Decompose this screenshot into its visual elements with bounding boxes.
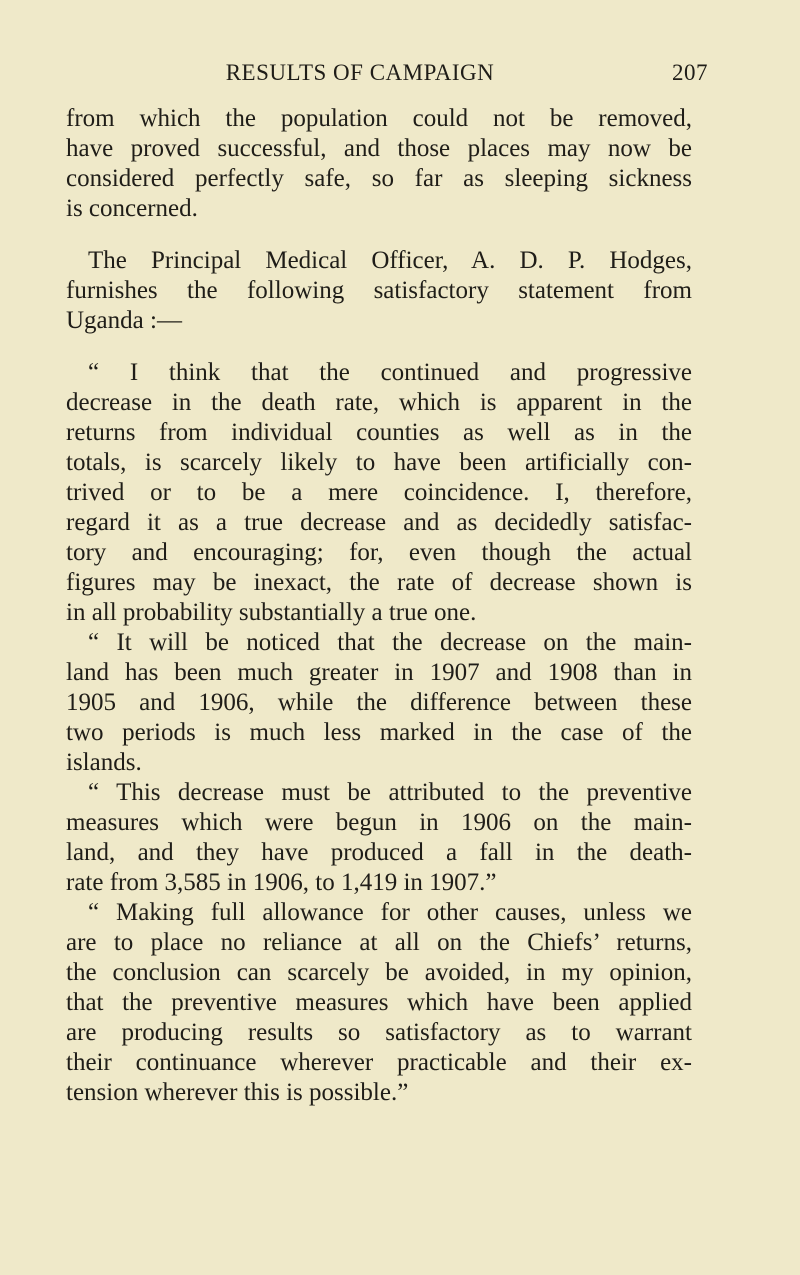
text-line: two periods is much less marked in the case of the <box>66 719 692 746</box>
text-line: furnishes the following satisfactory statement from <box>66 277 692 304</box>
text-line: returns from individual counties as well as in the <box>66 419 692 446</box>
text-line: tory and encouraging; for, even though the actual <box>66 539 692 566</box>
text-line: have proved successful, and those places may now be <box>66 135 692 162</box>
text-line: regard it as a true decrease and as decidedly satisfac- <box>66 509 692 536</box>
paragraph-quote-mainland <box>66 628 692 778</box>
text-line: are to place no reliance at all on the Chiefs’ returns, <box>66 929 692 956</box>
text-line: the conclusion can scarcely be avoided, in my opinion, <box>66 959 692 986</box>
text-line: “ This decrease must be attributed to the preventive <box>88 779 692 806</box>
text-line: Uganda :— <box>66 307 182 334</box>
paragraph-population-removal <box>66 104 692 224</box>
text-line: that the preventive measures which have been applied <box>66 989 692 1016</box>
text-line: tension wherever this is possible.” <box>66 1079 409 1106</box>
text-line: The Principal Medical Officer, A. D. P. Hodges, <box>88 247 692 274</box>
text-line: is concerned. <box>66 195 198 222</box>
paragraph-quote-preventive <box>66 778 692 898</box>
text-line: figures may be inexact, the rate of decrease shown is <box>66 569 692 596</box>
text-line: considered perfectly safe, so far as sleeping sickness <box>66 165 692 192</box>
text-line: decrease in the death rate, which is apparent in the <box>66 389 692 416</box>
text-line: totals, is scarcely likely to have been artificially con- <box>66 449 692 476</box>
text-line: measures which were begun in 1906 on the main- <box>66 809 692 836</box>
body-text <box>66 104 692 1108</box>
text-line: islands. <box>66 749 142 776</box>
page-number: 207 <box>672 60 708 85</box>
text-line: “ It will be noticed that the decrease on the main- <box>88 629 692 656</box>
text-line: trived or to be a mere coincidence. I, therefore, <box>66 479 692 506</box>
paragraph-quote-death-rate <box>66 358 692 628</box>
text-line: land has been much greater in 1907 and 1908 than in <box>66 659 692 686</box>
paragraph-medical-officer <box>66 246 692 336</box>
text-line: from which the population could not be removed, <box>66 105 692 132</box>
text-line: land, and they have produced a fall in the death- <box>66 839 692 866</box>
text-line: rate from 3,585 in 1906, to 1,419 in 1907.” <box>66 869 497 896</box>
text-line: in all probability substantially a true one. <box>66 599 477 626</box>
text-line: are producing results so satisfactory as to warrant <box>66 1019 692 1046</box>
paragraph-quote-conclusion <box>66 898 692 1108</box>
text-line: “ Making full allowance for other causes, unless we <box>88 899 692 926</box>
text-line: 1905 and 1906, while the difference between these <box>66 689 692 716</box>
text-line: their continuance wherever practicable and their ex- <box>66 1049 692 1076</box>
running-head-title: RESULTS OF CAMPAIGN <box>225 60 495 85</box>
running-head <box>0 54 800 90</box>
text-line: “ I think that the continued and progressive <box>88 359 692 386</box>
